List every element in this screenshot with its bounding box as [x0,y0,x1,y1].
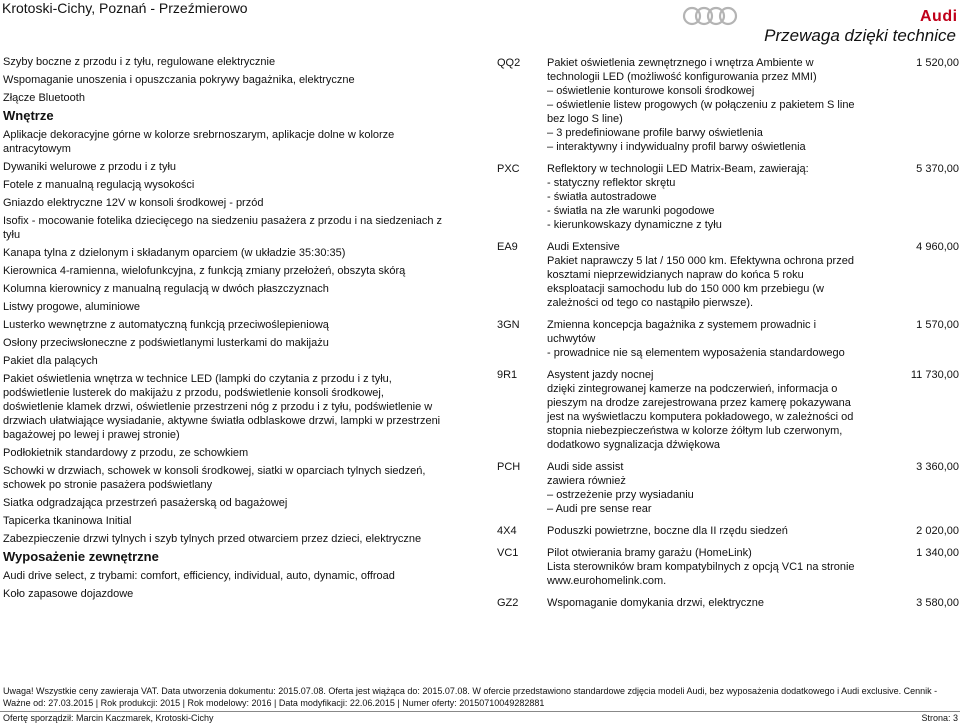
option-row [497,240,959,310]
option-price: 4 960,00 [916,241,959,253]
option-price: 5 370,00 [916,163,959,175]
option-description-line [547,56,859,84]
option-description-text: - kierunkowskazy dynamiczne z tyłu [547,219,722,231]
option-description-line [547,126,859,140]
prepared-by: Ofertę sporządził: Marcin Kaczmarek, Krotoski-Cichy [3,713,214,723]
list-item: Listwy progowe, aluminiowe [3,301,140,313]
list-item: Złącze Bluetooth [3,92,85,104]
dash-bullet: – [547,503,556,515]
options-list [497,56,959,618]
option-description-line [547,140,859,154]
option-price: 1 570,00 [916,319,959,331]
option-description-text: - światła na złe warunki pogodowe [547,205,715,217]
option-description-line [547,98,859,126]
option-description-text: oświetlenie konturowe konsoli środkowej [556,85,755,97]
option-code: 4X4 [497,525,517,537]
option-description-text: 3 predefiniowane profile barwy oświetlenia [556,127,763,139]
option-description-text: - statyczny reflektor skrętu [547,177,676,189]
option-description-text: - światła autostradowe [547,191,657,203]
option-row [497,56,959,154]
list-item: Audi drive select, z trybami: comfort, efficiency, individual, auto, dynamic, offroad [3,570,395,582]
list-item: Fotele z manualną regulacją wysokości [3,179,195,191]
option-description-line [547,176,859,190]
option-description-text: Asystent jazdy nocnej [547,369,654,381]
option-description-text: zawiera również [547,475,626,487]
list-item: Kanapa tylna z dzielonym i składanym oparciem (w układzie 35:30:35) [3,247,346,259]
option-description-line [547,596,859,610]
option-row [497,368,959,452]
option-price: 3 360,00 [916,461,959,473]
option-description-line [547,460,859,474]
list-item: Isofix - mocowanie fotelika dziecięcego na siedzeniu pasażera z przodu i na siedzeniach z tyłu [3,215,443,241]
option-description-text: Audi pre sense rear [555,503,652,515]
option-description-line [547,368,859,382]
dash-bullet: – [547,489,557,501]
list-item: Szyby boczne z przodu i z tyłu, regulowane elektrycznie [3,56,276,68]
option-description-line [547,546,859,560]
list-item: Gniazdo elektryczne 12V w konsoli środkowej - przód [3,197,264,209]
option-description-text: Poduszki powietrzne, boczne dla II rzędu siedzeń [547,525,788,537]
option-description-text: dzięki zintegrowanej kamerze na podczerwień, informacja o pieszym na drodze zarejestrowana przez kamerę pokazywana jest na wyświetlaczu komputera pokładowego, w zależności od stopnia niebezpieczeństwa w kolorze żółtym lub czerwonym, dodatkowo sygnalizacja dźwiękowa [547,383,854,451]
list-item: Kolumna kierownicy z manualną regulacją w dwóch płaszczyznach [3,283,329,295]
option-row [497,460,959,516]
section-heading: Wnętrze [3,108,54,123]
option-description-line [547,502,859,516]
list-item: Aplikacje dekoracyjne górne w kolorze srebrnoszarym, aplikacje dolne w kolorze antracytowym [3,129,395,155]
standard-equipment-list [3,55,443,605]
list-item: Zabezpieczenie drzwi tylnych i szyb tylnych przed otwarciem przez dzieci, elektryczne [3,533,422,545]
option-description-line [547,254,859,310]
option-description-text: Pakiet oświetlenia zewnętrznego i wnętrza Ambiente w technologii LED (możliwość konfigurowania przez MMI) [547,57,817,83]
option-description-text: Pakiet naprawczy 5 lat / 150 000 km. Efektywna ochrona przed kosztami nieprzewidzianych napraw do końca 5 roku eksploatacji samochodu lub do 150 000 km przebiegu (w zależności od tego co nastąpiło pierwsze). [547,255,854,309]
option-row [497,318,959,360]
audi-logo [680,4,958,48]
option-code: EA9 [497,241,518,253]
dash-bullet: – [547,99,557,111]
option-code: PXC [497,163,520,175]
logo-brand: Audi [920,8,958,25]
option-description-line [547,474,859,488]
list-item: Podłokietnik standardowy z przodu, ze schowkiem [3,447,249,459]
option-description-text: ostrzeżenie przy wysiadaniu [556,489,694,501]
option-description-line [547,190,859,204]
page-title: Krotoski-Cichy, Poznań - Przeźmierowo [2,0,248,16]
list-item: Tapicerka tkaninowa Initial [3,515,132,527]
option-code: GZ2 [497,597,519,609]
option-price: 1 340,00 [916,547,959,559]
page-number: Strona: 3 [921,713,958,723]
list-item: Lusterko wewnętrzne z automatyczną funkcją przeciwoślepieniową [3,319,329,331]
section-heading: Wyposażenie zewnętrzne [3,549,159,564]
option-description-text: Wspomaganie domykania drzwi, elektryczne [547,597,765,609]
list-item: Siatka odgradzająca przestrzeń pasażerską od bagażowej [3,497,288,509]
logo-tagline: Przewaga dzięki technice [764,26,956,45]
option-description-line [547,162,859,176]
footer-note: Uwaga! Wszystkie ceny zawieraja VAT. Data utworzenia dokumentu: 2015.07.08. Oferta jest wiążąca do: 2015.07.08. W ofercie przedstawiono standardowe zdjęcia modeli Audi, bez wyposażenia dodatkowego i Audi exclusive. Cennik - Ważne od: 27.03.2015 | Rok produkcji: 2015 | Rok modelowy: 2016 | Data modyfikacji: 22.06.2015 | Numer oferty: 20150710049282881 [3,686,938,708]
option-price: 1 520,00 [916,57,959,69]
dash-bullet: – [547,85,557,97]
option-row [497,546,959,588]
option-description-line [547,218,859,232]
option-row [497,524,959,538]
list-item: Wspomaganie unoszenia i opuszczania pokrywy bagażnika, elektryczne [3,74,355,86]
list-item: Osłony przeciwsłoneczne z podświetlanymi lusterkami do makijażu [3,337,329,349]
option-description-text: Lista sterowników bram kompatybilnych z opcją VC1 na stronie www.eurohomelink.com. [547,561,855,587]
option-description-text: Audi Extensive [547,241,620,253]
list-item: Schowki w drzwiach, schowek w konsoli środkowej, siatki w oparciach tylnych siedzeń, schowek po stronie pasażera podświetlany [3,465,426,491]
option-description-line [547,240,859,254]
option-price: 2 020,00 [916,525,959,537]
option-code: 9R1 [497,369,518,381]
list-item: Koło zapasowe dojazdowe [3,588,134,600]
option-description-line [547,382,859,452]
option-description-line [547,488,859,502]
list-item: Kierownica 4-ramienna, wielofunkcyjna, z funkcją zmiany przełożeń, obszyta skórą [3,265,406,277]
list-item: Pakiet oświetlenia wnętrza w technice LED (lampki do czytania z przodu i z tyłu, podświetlenie lusterek do makijażu z przodu, podświetlenie konsoli środkowej, doświetlenie klamek drzwi, oświetlenie przestrzeni nóg z przodu i z tyłu, podświetlenie w drzwiach ułatwiające wysiadanie, aktywne światła odblaskowe drzwi, lampki w przestrzeni bagażowej po lewej i prawej stronie) [3,373,441,441]
option-row [497,162,959,232]
option-description-line [547,524,859,538]
audi-rings-icon [680,6,810,26]
footer-divider [0,711,960,712]
option-price: 11 730,00 [910,369,959,381]
option-description-text: interaktywny i indywidualny profil barwy oświetlenia [556,141,806,153]
list-item: Dywaniki welurowe z przodu i z tyłu [3,161,177,173]
option-description-line [547,560,859,588]
dash-bullet: – [547,141,557,153]
option-price: 3 580,00 [916,597,959,609]
option-code: PCH [497,461,521,473]
footer-bottom [3,713,958,723]
option-code: VC1 [497,547,519,559]
option-row [497,596,959,610]
option-description-line [547,204,859,218]
option-description-text: Reflektory w technologii LED Matrix-Beam, zawierają: [547,163,809,175]
option-description-text: Audi side assist [547,461,624,473]
option-code: 3GN [497,319,520,331]
option-description-text: Zmienna koncepcja bagażnika z systemem prowadnic i uchwytów [547,319,817,345]
option-description-text: Pilot otwierania bramy garażu (HomeLink) [547,547,752,559]
option-description-line [547,318,859,346]
option-description-text: oświetlenie listew progowych (w połączeniu z pakietem S line bez logo S line) [547,99,855,125]
option-description-line [547,346,859,360]
dash-bullet: – [547,127,557,139]
option-description-line [547,84,859,98]
option-description-text: - prowadnice nie są elementem wyposażenia standardowego [547,347,845,359]
option-code: QQ2 [497,57,521,69]
list-item: Pakiet dla palących [3,355,98,367]
